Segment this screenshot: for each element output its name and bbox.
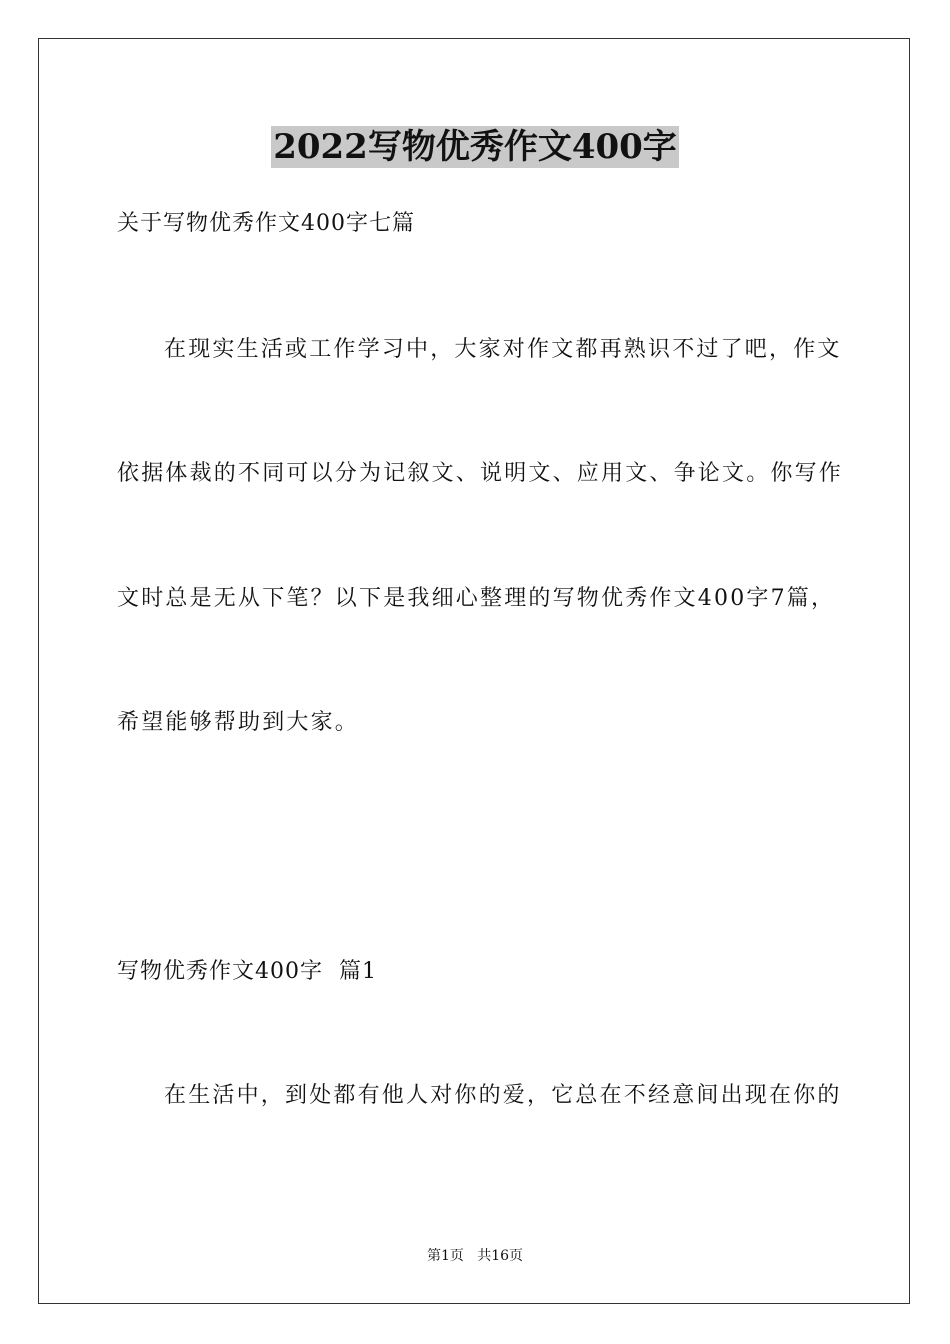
document-subtitle: 关于写物优秀作文400字七篇 xyxy=(117,211,415,236)
title-container xyxy=(0,126,950,168)
intro-line-1: 在现实生活或工作学习中，大家对作文都再熟识不过了吧，作文 xyxy=(164,337,842,362)
section-heading: 写物优秀作文400字 篇1 xyxy=(117,959,377,984)
intro-line-3: 文时总是无从下笔？以下是我细心整理的写物优秀作文400字7篇， xyxy=(117,586,836,611)
page-footer: 第1页 共16页 xyxy=(426,1248,524,1264)
section-line-1: 在生活中，到处都有他人对你的爱，它总在不经意间出现在你的 xyxy=(164,1083,842,1108)
intro-line-2: 依据体裁的不同可以分为记叙文、说明文、应用文、争论文。你写作 xyxy=(117,461,844,486)
document-title: 2022写物优秀作文400字 xyxy=(273,127,677,167)
intro-line-4: 希望能够帮助到大家。 xyxy=(117,710,360,735)
